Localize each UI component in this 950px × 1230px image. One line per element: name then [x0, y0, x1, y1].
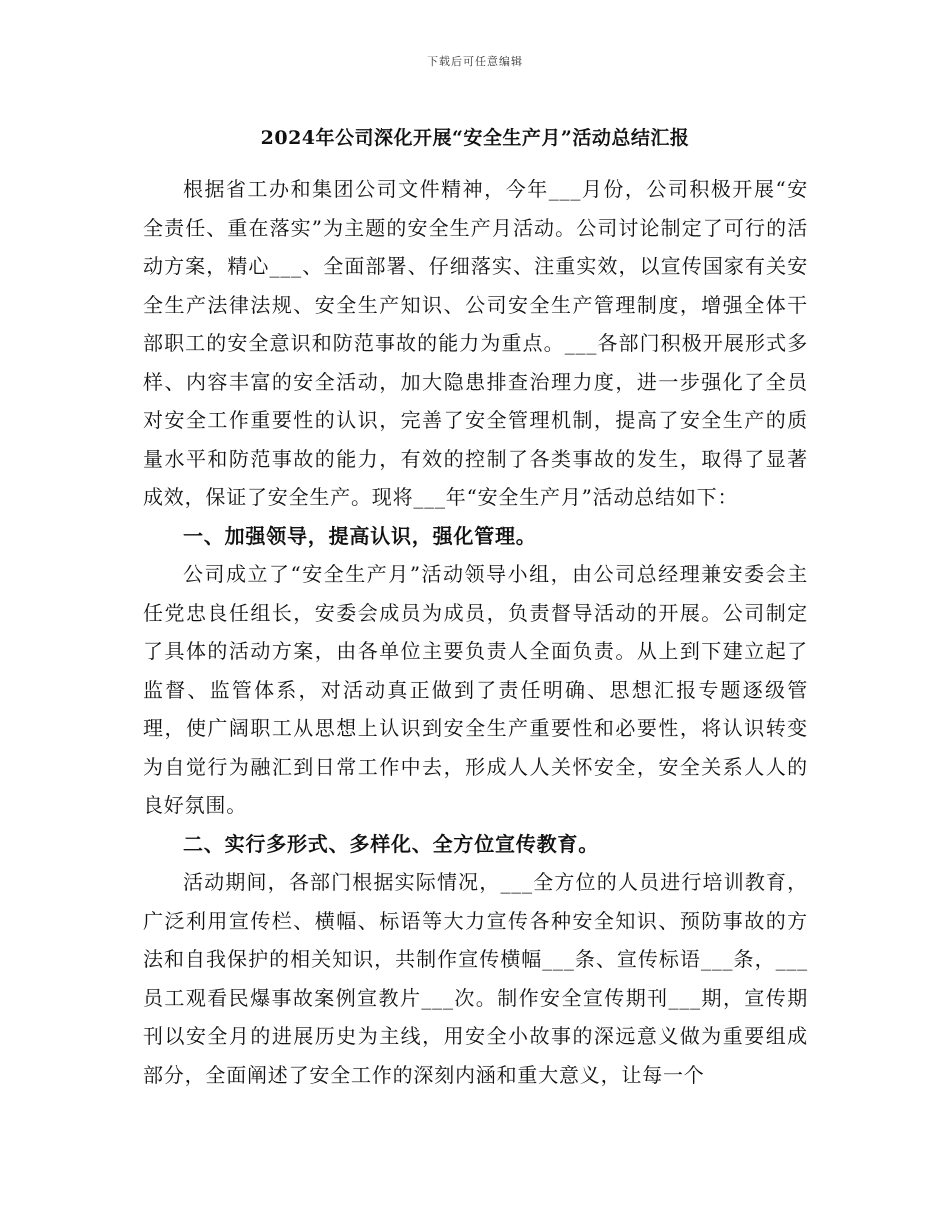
- section-1-paragraph: 公司成立了“安全生产月”活动领导小组，由公司总经理兼安委会主任党忠良任组长，安委会成员为成员，负责督导活动的开展。公司制定了具体的活动方案，由各单位主要负责人全面负责。从上到下建立起了监督、监管体系，对活动真正做到了责任明确、思想汇报专题逐级管理，使广阔职工从思想上认识到安全生产重要性和必要性，将认识转变为自觉行为融汇到日常工作中去，形成人人关怀安全，安全关系人人的良好氛围。: [143, 562, 808, 817]
- header-note: 下载后可任意编辑: [427, 55, 523, 68]
- section-2-paragraph: 活动期间，各部门根据实际情况，___全方位的人员进行培训教育，广泛利用宣传栏、横幅、标语等大力宣传各种安全知识、预防事故的方法和自我保护的相关知识，共制作宣传横幅___条、宣传标语___条，___员工观看民爆事故案例宣教片___次。制作安全宣传期刊___期，宣传期刊以安全月的进展历史为主线，用安全小故事的深远意义做为重要组成部分，全面阐述了安全工作的深刻内涵和重大意义，让每一个: [143, 870, 808, 1087]
- intro-paragraph: 根据省工办和集团公司文件精神，今年___月份，公司积极开展“安全责任、重在落实”为主题的安全生产月活动。公司讨论制定了可行的活动方案，精心___、全面部署、仔细落实、注重实效，以宣传国家有关安全生产法律法规、安全生产知识、公司安全生产管理制度，增强全体干部职工的安全意识和防范事故的能力为重点。___各部门积极开展形式多样、内容丰富的安全活动，加大隐患排查治理力度，进一步强化了全员对安全工作重要性的认识，完善了安全管理机制，提高了安全生产的质量水平和防范事故的能力，有效的控制了各类事故的发生，取得了显著成效，保证了安全生产。现将___年“安全生产月”活动总结如下：: [143, 177, 808, 509]
- section-heading-2: 二、实行多形式、多样化、全方位宣传教育。: [183, 831, 599, 856]
- document-body: [143, 170, 808, 1094]
- section-heading-1: 一、加强领导，提高认识，强化管理。: [183, 523, 537, 548]
- document-title: 2024年公司深化开展“安全生产月”活动总结汇报: [260, 127, 690, 149]
